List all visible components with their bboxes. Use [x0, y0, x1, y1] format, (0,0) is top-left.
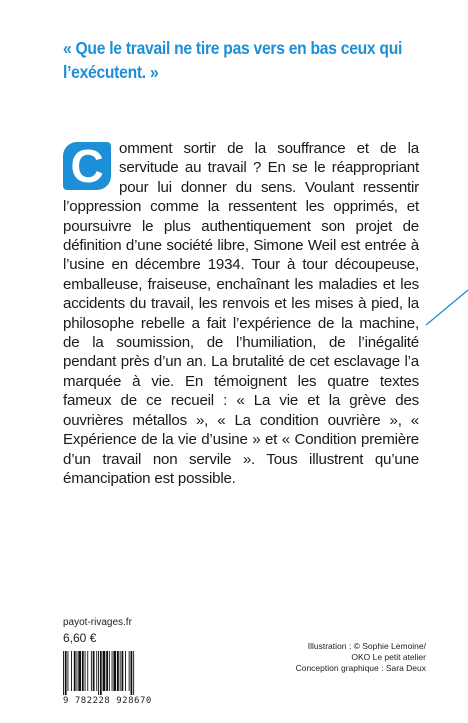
publisher-url: payot-rivages.fr — [63, 617, 132, 628]
summary-paragraph — [63, 139, 419, 488]
credits — [296, 641, 426, 674]
credits-studio: OKO Le petit atelier — [351, 652, 426, 662]
isbn-number: 9 782228 928670 — [63, 696, 152, 706]
isbn-barcode — [63, 651, 153, 695]
summary-text: omment sortir de la souffrance et de la servitude au travail ? En se le réappropriant pour lui donner du sens. Voulant ressentir l’oppression comme la ressentent les opprimés, et poursuivre le plus authentiquement son projet de définition d’une société libre, Simone Weil est entrée à l’usine en décembre 1934. Tour à tour découpeuse, emballeuse, fraiseuse, enchaînant les maladies et les accidents du travail, les renvois et les mises à pied, la philosophe rebelle a fait l’expérience de la machine, de la soumission, de l’humiliation, de l’inégalité pendant près d’un an. La brutalité de cet esclavage l’a marquée à vie. En témoignent les quatre textes fameux de ce recueil : « La vie et la grève des ouvrières métallos », « La condition ouvrière », « Expérience de la vie d’usine » et « Condition première d’un travail non servile ». Tous illustrent qu’une émancipation est possible. — [63, 140, 419, 487]
credits-illustration: Illustration : © Sophie Lemoine/ — [307, 641, 426, 651]
drop-cap: C — [63, 142, 111, 190]
price: 6,60 € — [63, 631, 97, 645]
back-cover-quote: « Que le travail ne tire pas vers en bas ceux qui l’exécutent. » — [63, 38, 403, 82]
credits-design: Conception graphique : Sara Deux — [295, 663, 426, 673]
